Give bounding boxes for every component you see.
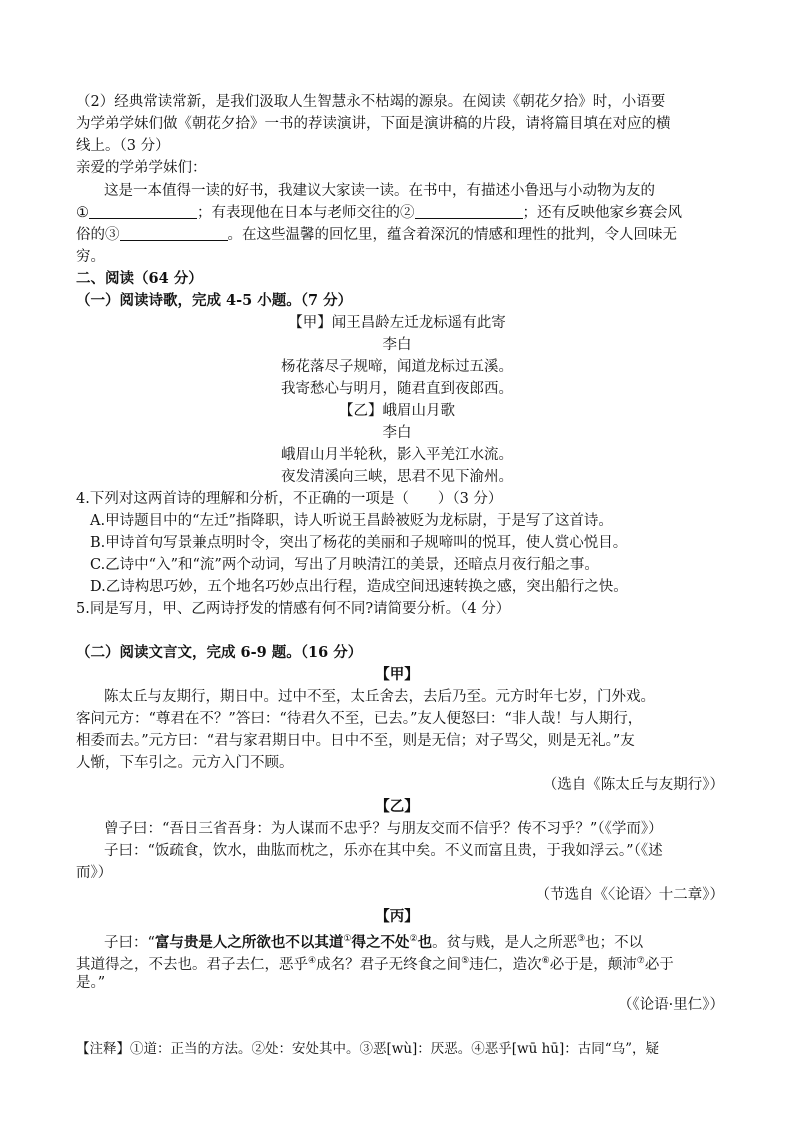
question-4: 4.下列对这两首诗的理解和分析，不正确的一项是（ ）（3 分） <box>76 491 503 507</box>
passage-jia-line-3: 相委而去。”元方曰：“君与家君期日中。日中不至，则是无信；对子骂父，则是无礼。”友 <box>76 733 635 749</box>
speech-paragraph-line-2 <box>76 203 724 223</box>
emphasized-sentence: 得之不处 <box>351 933 410 951</box>
footnote-mark: ③ <box>577 934 586 944</box>
passage-text: 成名？君子无终食之间 <box>316 956 462 973</box>
passage-yi-label: 【乙】 <box>375 798 419 815</box>
speech-text: 俗的③ <box>76 227 120 243</box>
passage-yi-source: （节选自《〈论语〉十二章》） <box>535 887 724 903</box>
speech-text: ；有表现他在日本与老师交往的② <box>197 205 415 221</box>
passage-bing-label: 【丙】 <box>375 908 419 925</box>
passage-text: 也；不以 <box>585 934 644 951</box>
footnote-mark: ⑥ <box>541 956 550 966</box>
passage-jia-label: 【甲】 <box>375 666 419 683</box>
footnote-mark: ④ <box>308 956 317 966</box>
passage-jia-source: （选自《陈太丘与友期行》） <box>542 777 724 793</box>
passage-text: 。贫与贱，是人之所恶 <box>432 934 578 951</box>
question-4-option-c: C.乙诗中“入”和“流”两个动词，写出了月映清江的美景，还暗点月夜行船之事。 <box>90 557 599 573</box>
part-2-heading: （二）阅读文言文，完成 6-9 题。（16 分） <box>76 644 363 661</box>
passage-text: 必于 <box>644 956 674 973</box>
annotation-notes: 【注释】①道：正当的方法。②处：安处其中。③恶[wù]：厌恶。④恶乎[wū hū]：古同“乌”，疑 <box>76 1041 660 1057</box>
passage-text: 违仁，造次 <box>469 956 542 973</box>
speech-paragraph-line-3 <box>76 225 724 245</box>
speech-text: ；还有反映他家乡赛会风 <box>522 205 682 221</box>
passage-bing-line-3: 是。” <box>76 975 106 991</box>
poem-2-line-2: 夜发清溪向三峡，思君不见下渝州。 <box>281 469 513 485</box>
answer-blank-3[interactable] <box>120 226 228 241</box>
passage-yi-line-3: 而》） <box>76 865 113 881</box>
poem-2-line-1: 峨眉山月半轮秋，影入平羌江水流。 <box>281 447 513 463</box>
question-2-line-1: （2）经典常读常新，是我们汲取人生智慧永不枯竭的源泉。在阅读《朝花夕拾》时，小语要 <box>76 94 666 110</box>
passage-text: 子曰：“ <box>104 934 155 951</box>
poem-2-author: 李白 <box>382 425 412 441</box>
poem-1-line-1: 杨花落尽子规啼，闻道龙标过五溪。 <box>281 359 513 375</box>
passage-jia-line-2: 客问元方：“尊君在不？”答曰：“待君久不至，已去。”友人便怒曰：“非人哉！与人期行， <box>76 711 643 727</box>
question-5: 5.同是写月，甲、乙两诗抒发的情感有何不同?请简要分析。（4 分） <box>76 601 511 617</box>
poem-2-title: 【乙】峨眉山月歌 <box>339 403 455 419</box>
question-4-option-a: A.甲诗题目中的“左迁”指降职，诗人听说王昌龄被贬为龙标尉，于是写了这首诗。 <box>90 513 613 529</box>
question-4-option-d: D.乙诗构思巧妙，五个地名巧妙点出行程，造成空间迅速转换之感，突出船行之快。 <box>90 579 628 595</box>
footnote-mark: ① <box>343 934 352 944</box>
passage-text: 其道得之，不去也。君子去仁，恶乎 <box>76 956 308 973</box>
footnote-mark: ② <box>409 934 418 944</box>
speech-paragraph-line-1: 这是一本值得一读的好书，我建议大家读一读。在书中，有描述小鲁迅与小动物为友的 <box>104 183 655 199</box>
blank-1-marker: ① <box>76 205 89 221</box>
speech-paragraph-line-4: 穷。 <box>76 249 105 265</box>
poem-1-author: 李白 <box>382 337 412 353</box>
question-2-line-3: 线上。（3 分） <box>76 138 170 154</box>
question-2-line-2: 为学弟学妹们做《朝花夕拾》一书的荐读演讲，下面是演讲稿的片段，请将篇目填在对应的横 <box>76 116 671 132</box>
greeting: 亲爱的学弟学妹们： <box>76 160 207 176</box>
passage-yi-line-1: 曾子曰：“吾日三省吾身：为人谋而不忠乎？与朋友交而不信乎？传不习乎？”（《学而》） <box>104 821 663 837</box>
emphasized-sentence: 也 <box>417 933 433 951</box>
answer-blank-2[interactable] <box>415 204 523 219</box>
passage-jia-line-4: 人惭，下车引之。元方入门不顾。 <box>76 755 294 771</box>
passage-yi-line-2: 子曰：“饭疏食，饮水，曲肱而枕之，乐亦在其中矣。不义而富且贵，于我如浮云。”（《述 <box>104 843 663 859</box>
footnote-mark: ⑤ <box>461 956 470 966</box>
poem-1-line-2: 我寄愁心与明月，随君直到夜郎西。 <box>281 381 513 397</box>
poem-1-title: 【甲】闻王昌龄左迁龙标遥有此寄 <box>288 315 506 331</box>
passage-bing-line-1 <box>104 929 724 953</box>
passage-jia-line-1: 陈太丘与友期行，期日中。过中不至，太丘舍去，去后乃至。元方时年七岁，门外戏。 <box>104 689 655 705</box>
answer-blank-1[interactable] <box>89 204 197 219</box>
passage-bing-line-2 <box>76 951 724 975</box>
part-1-heading: （一）阅读诗歌，完成 4-5 小题。（7 分） <box>76 292 353 309</box>
passage-bing-source: （《论语·里仁》） <box>617 997 724 1013</box>
passage-text: 必于是，颠沛 <box>549 956 637 973</box>
speech-text: 。在这些温馨的回忆里，蕴含着深沉的情感和理性的批判，令人回味无 <box>227 227 677 243</box>
footnote-mark: ⑦ <box>636 956 645 966</box>
emphasized-sentence: 富与贵是人之所欲也不以其道 <box>154 933 344 951</box>
section-2-heading: 二、阅读（64 分） <box>76 270 203 287</box>
question-4-option-b: B.甲诗首句写景兼点明时令，突出了杨花的美丽和子规啼叫的悦耳，使人赏心悦目。 <box>90 535 628 551</box>
